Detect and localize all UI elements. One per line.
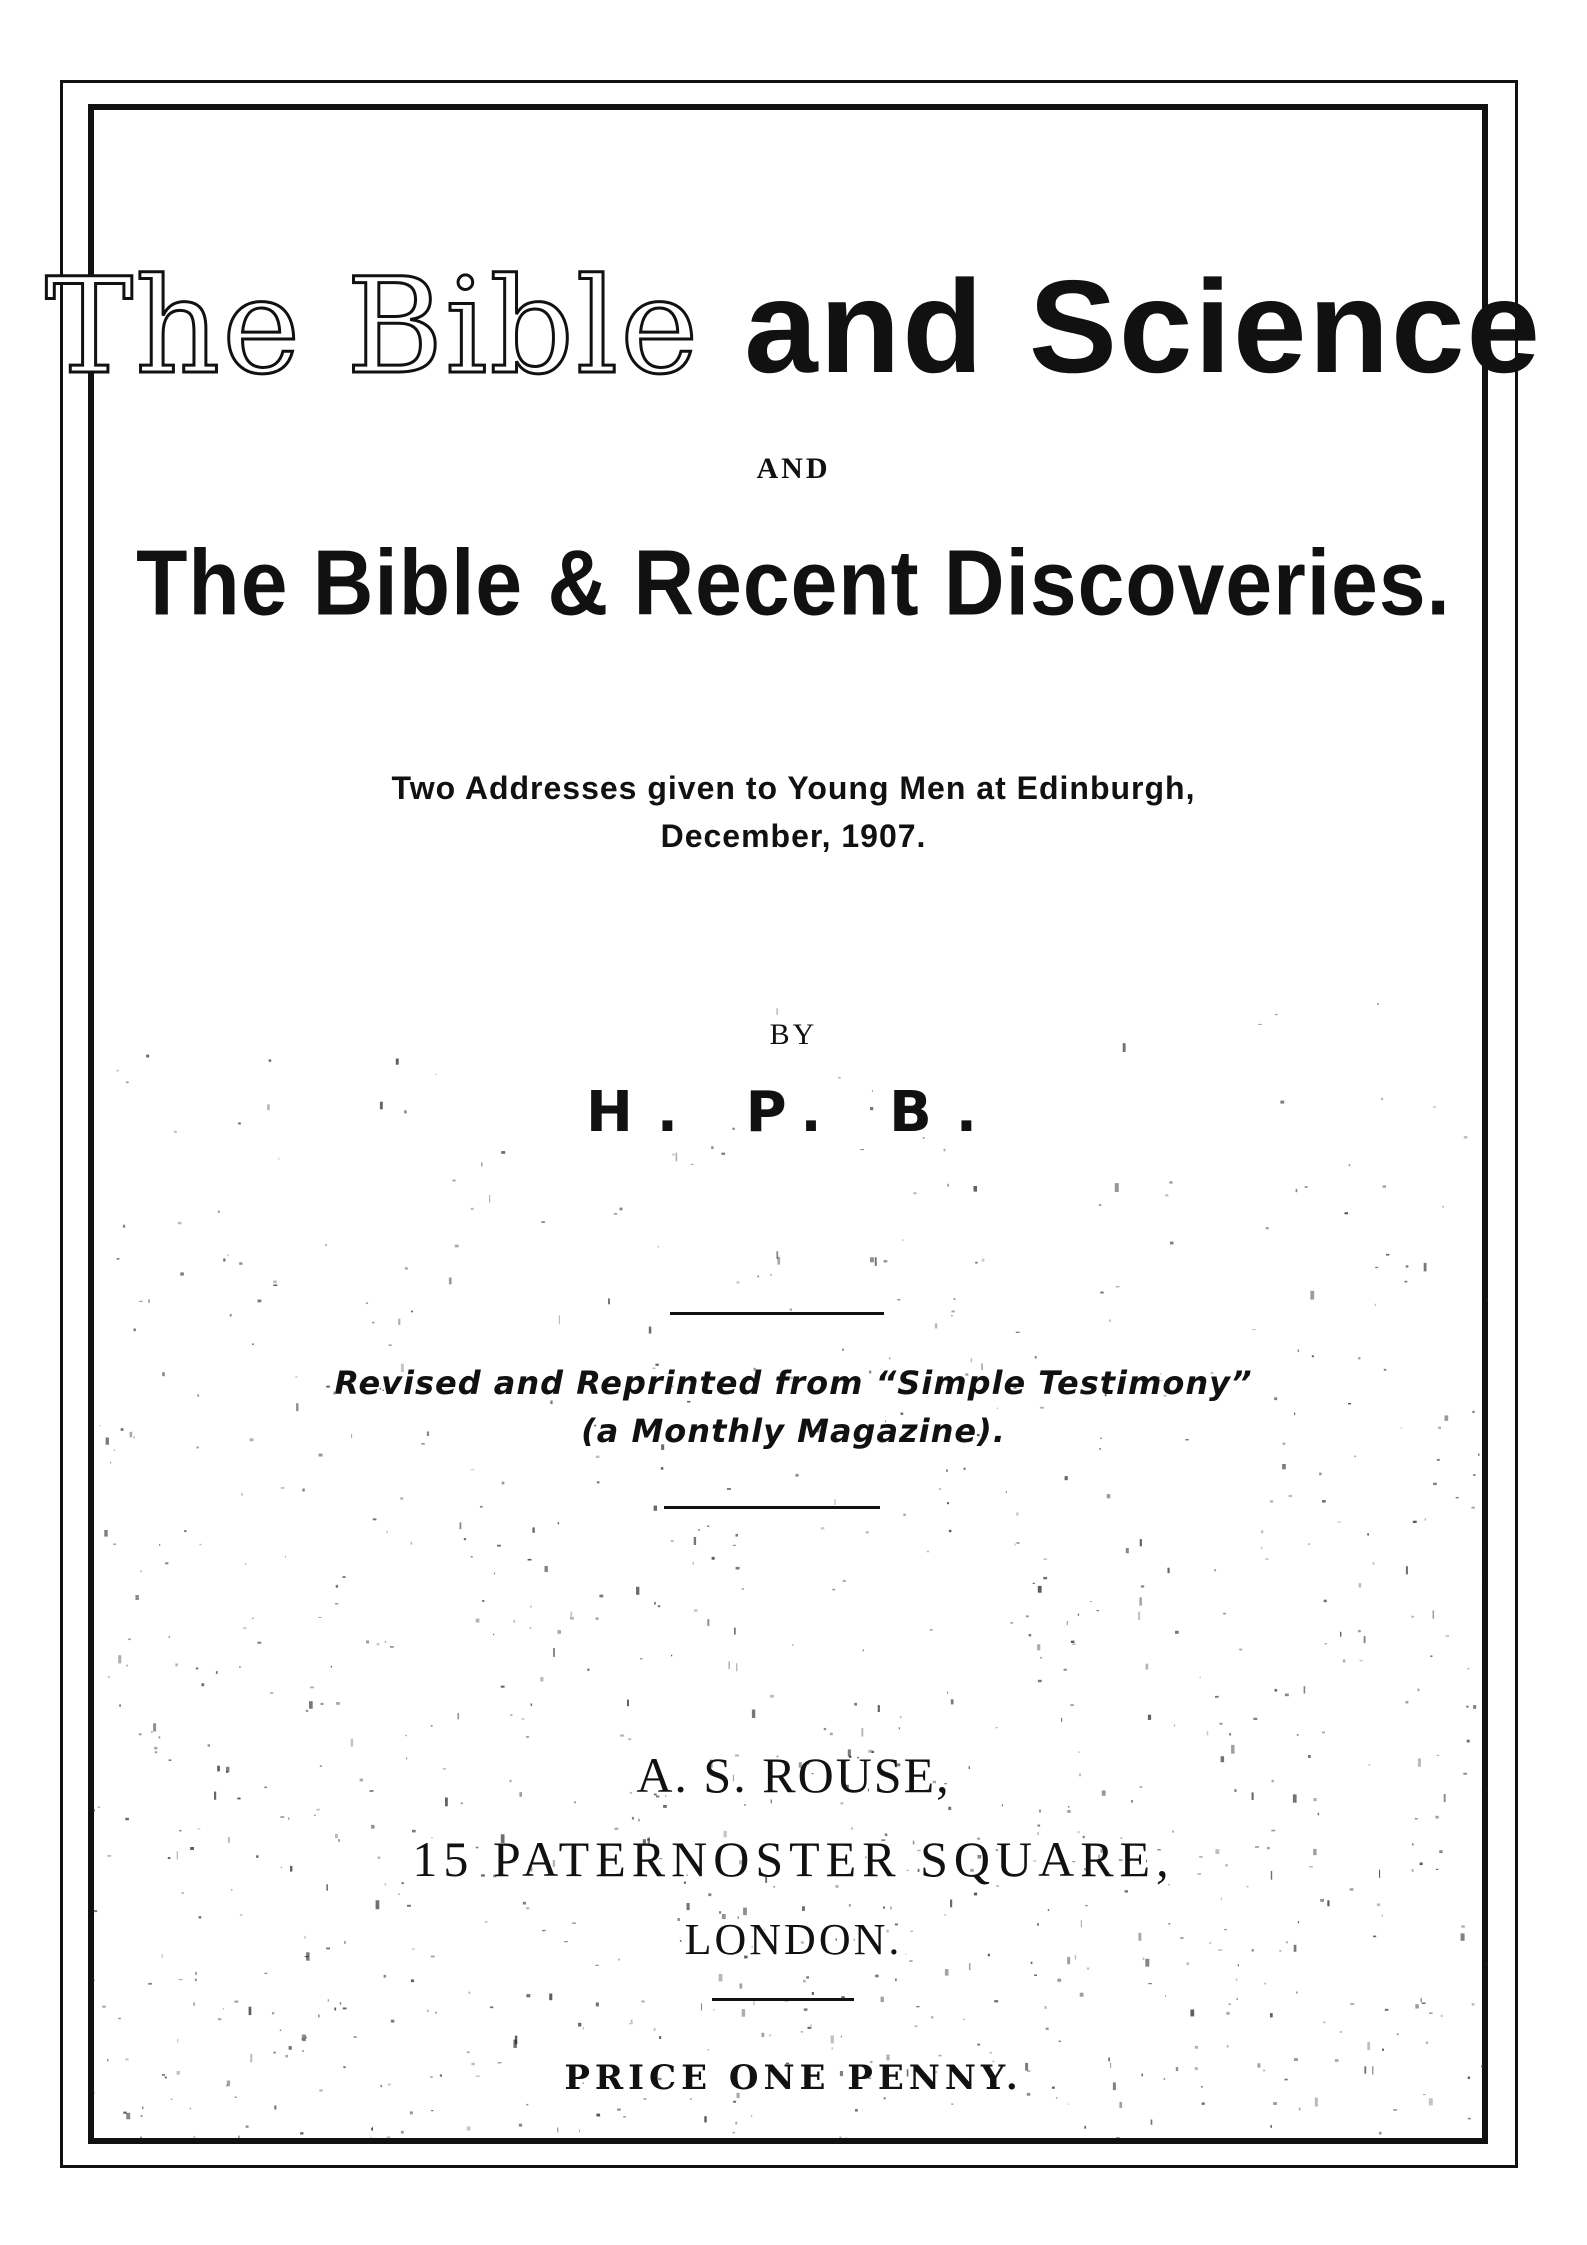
subtitle-line-2: December, 1907. [660,818,927,854]
title-word-and: and [744,253,985,400]
source-note-line-2: (a Monthly Magazine). [581,1412,1006,1450]
title-line-1 [0,250,1587,404]
source-note-line-1: Revised and Reprinted from “Simple Testimony” [334,1364,1253,1402]
title-word-science: Science [1028,253,1542,400]
price-line: PRICE ONE PENNY. [564,2058,1023,2098]
publisher-address: 15 PATERNOSTER SQUARE, [412,1831,1175,1887]
title-line-2: The Bible & Recent Discoveries. [136,531,1451,635]
subtitle-line-1: Two Addresses given to Young Men at Edinburgh, [391,770,1196,806]
by-label: BY [769,1018,818,1051]
author-name: H. P. B. [585,1080,1002,1145]
title-conjunction: AND [756,452,831,485]
title-word-the: The [45,250,303,404]
print-speckle-texture [88,1000,1488,2140]
divider-rule-middle [664,1506,880,1509]
title-word-bible: Bible [346,250,701,404]
divider-rule-top [670,1312,884,1315]
divider-rule-bottom [712,1998,854,2001]
publisher-name: A. S. ROUSE, [636,1747,951,1803]
publisher-city: LONDON. [684,1915,903,1964]
